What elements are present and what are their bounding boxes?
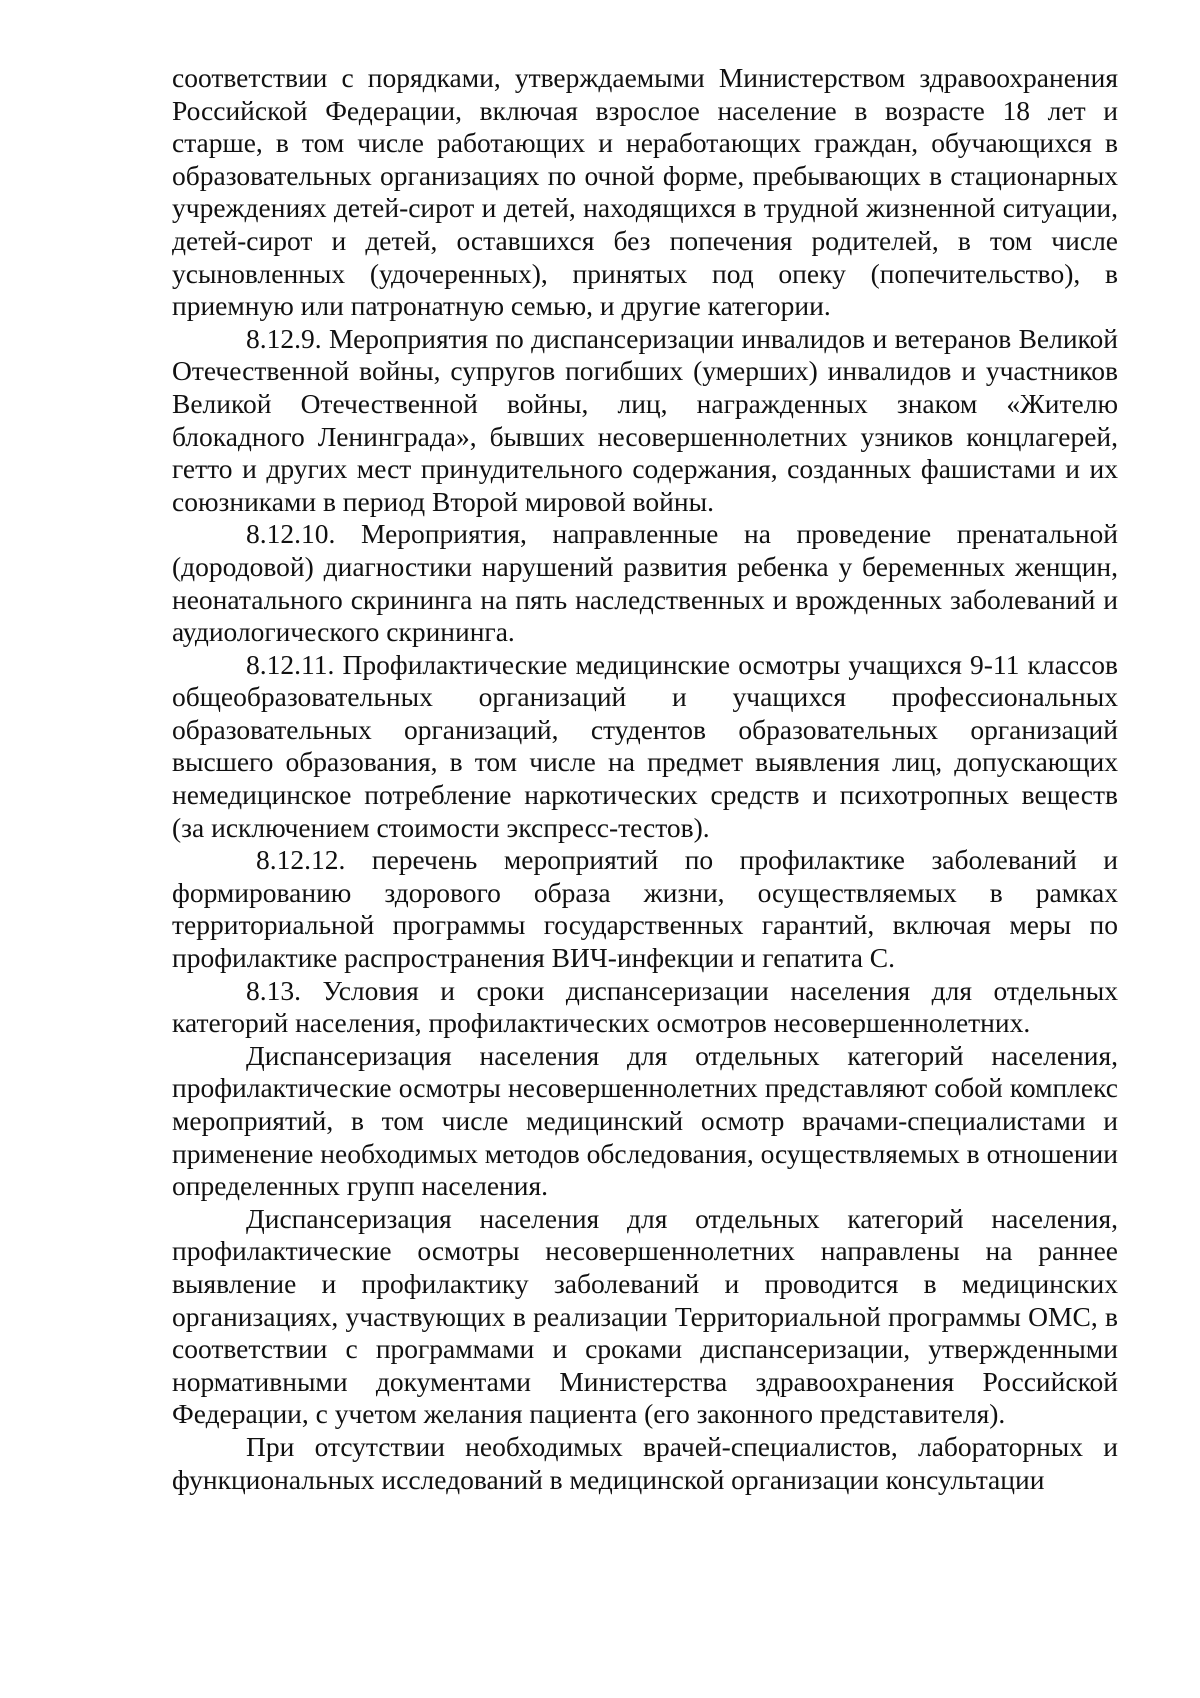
document-page [172, 62, 1118, 1496]
paragraph-dispensary-definition: Диспансеризация населения для отдельных категорий населения, профилактические осмотры несовершеннолетних представляют собой комплекс мероприятий, в том числе медицинский осмотр врачами-специалистами и применение необходимых методов обследования, осуществляемых в отношении определенных групп населения. [172, 1039, 1118, 1202]
paragraph-8-12-9: 8.12.9. Мероприятия по диспансеризации инвалидов и ветеранов Великой Отечественной войны, супругов погибших (умерших) инвалидов и участников Великой Отечественной войны, лиц, награжденных знаком «Жителю блокадного Ленинграда», бывших несовершеннолетних узников концлагерей, гетто и других мест принудительного содержания, созданных фашистами и их союзниками в период Второй мировой войны. [172, 322, 1118, 517]
paragraph-dispensary-purpose: Диспансеризация населения для отдельных категорий населения, профилактические осмотры несовершеннолетних направлены на раннее выявление и профилактику заболеваний и проводится в медицинских организациях, участвующих в реализации Территориальной программы ОМС, в соответствии с программами и сроками диспансеризации, утвержденными нормативными документами Министерства здравоохранения Российской Федерации, с учетом желания пациента (его законного представителя). [172, 1202, 1118, 1430]
paragraph-continuation: соответствии с порядками, утверждаемыми Министерством здравоохранения Российской Федерации, включая взрослое население в возрасте 18 лет и старше, в том числе работающих и неработающих граждан, обучающихся в образовательных организациях по очной форме, пребывающих в стационарных учреждениях детей-сирот и детей, находящихся в трудной жизненной ситуации, детей-сирот и детей, оставшихся без попечения родителей, в том числе усыновленных (удочеренных), принятых под опеку (попечительство), в приемную или патронатную семью, и другие категории. [172, 62, 1118, 322]
paragraph-8-12-12: 8.12.12. перечень мероприятий по профилактике заболеваний и формированию здорового образа жизни, осуществляемых в рамках территориальной программы государственных гарантий, включая меры по профилактике распространения ВИЧ-инфекции и гепатита С. [172, 844, 1118, 974]
paragraph-absence-of-specialists: При отсутствии необходимых врачей-специалистов, лабораторных и функциональных исследований в медицинской организации консультации [172, 1430, 1118, 1495]
paragraph-8-13: 8.13. Условия и сроки диспансеризации населения для отдельных категорий населения, профилактических осмотров несовершеннолетних. [172, 974, 1118, 1039]
paragraph-8-12-10: 8.12.10. Мероприятия, направленные на проведение пренатальной (дородовой) диагностики нарушений развития ребенка у беременных женщин, неонатального скрининга на пять наследственных и врожденных заболеваний и аудиологического скрининга. [172, 518, 1118, 648]
paragraph-8-12-11: 8.12.11. Профилактические медицинские осмотры учащихся 9-11 классов общеобразовательных организаций и учащихся профессиональных образовательных организаций, студентов образовательных организаций высшего образования, в том числе на предмет выявления лиц, допускающих немедицинское потребление наркотических средств и психотропных веществ (за исключением стоимости экспресс-тестов). [172, 648, 1118, 843]
